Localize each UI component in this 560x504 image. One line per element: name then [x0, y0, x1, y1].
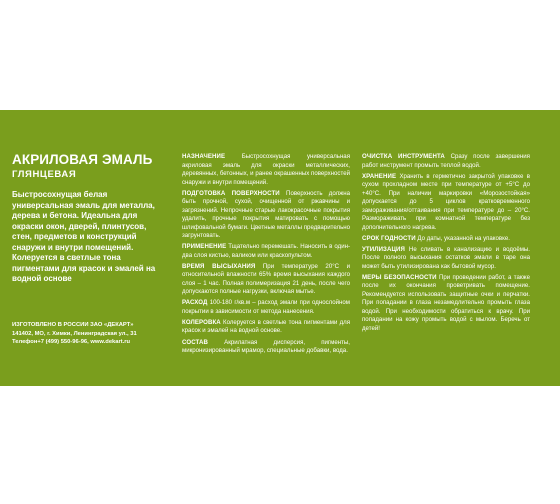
- section-text: Не сливать в канализацию и водоёмы. После полного высыхания остатков эмали в таре она может быть утилизирована как бытовой мусор.: [362, 245, 530, 270]
- section-text: 100-180 г/кв.м – расход эмали при однослойном покрытии в зависимости от метода нанесения.: [182, 299, 350, 315]
- section-heading: СРОК ГОДНОСТИ: [362, 234, 416, 242]
- section-drying-time: [182, 263, 350, 297]
- section-text: При проведении работ, а также после их окончания проветривать помещение. Рекомендуется использовать защитные очки и перчатки. При попадании в глаза незамедлительно промыть глаза водой. При необходимости обратиться к врачу. При попадании на кожу промыть водой с мылом. Беречь от детей!: [362, 273, 530, 332]
- section-tool-cleaning: [362, 153, 530, 170]
- section-application: [182, 243, 350, 260]
- product-description: Быстросохнущая белая универсальная эмаль для металла, дерева и бетона. Идеальна для окраски окон, дверей, плинтусов, стен, предметов и конструкций снаружи и внутри помещений. Колеруется в светлые тона пигментами для красок и эмалей на водной основе: [12, 190, 156, 283]
- section-surface-prep: [182, 190, 350, 241]
- section-heading: УТИЛИЗАЦИЯ: [362, 245, 405, 253]
- section-text: Колеруется в светлые тона пигментами для красок и эмалей на водной основе.: [182, 318, 350, 335]
- section-heading: РАСХОД: [182, 299, 208, 307]
- instructions-column-2: [362, 153, 530, 336]
- section-storage: [362, 173, 530, 233]
- manufacturer-line-3: Телефон+7 (499) 550-96-96, www.dekart.ru: [12, 339, 131, 345]
- section-heading: ПОДГОТОВКА ПОВЕРХНОСТИ: [182, 189, 280, 197]
- section-disposal: [362, 246, 530, 272]
- section-safety: [362, 274, 530, 334]
- section-heading: ХРАНЕНИЕ: [362, 172, 397, 180]
- product-info: [12, 152, 162, 285]
- section-heading: КОЛЕРОВКА: [182, 318, 221, 326]
- section-text: До даты, указанной на упаковке.: [415, 234, 510, 242]
- manufacturer-line-2: 141402, МО, г. Химки, Ленинградская ул., 31: [12, 330, 137, 337]
- section-text: Акрилатная дисперсия, пигменты, микронизированный мрамор, специальные добавки, вода.: [182, 338, 350, 355]
- section-consumption: [182, 299, 350, 316]
- section-text: Хранить в герметично закрытой упаковке в сухом прохладном месте при температуре от +5°С до +40°С. При наличии маркировки «Морозостойкая» допускается до 5 циклов кратковременного замораживания/оттаивания при температуре до – 20°С. Размораживать при комнатной температуре без дополнительного нагрева.: [362, 172, 530, 231]
- product-subtitle: ГЛЯНЦЕВАЯ: [12, 169, 77, 180]
- manufacturer-info: [12, 321, 177, 347]
- section-composition: [182, 339, 350, 356]
- section-heading: ПРИМЕНЕНИЕ: [182, 243, 227, 251]
- section-text: Сразу после завершения работ инструмент промыть теплой водой.: [362, 153, 530, 169]
- section-text: Быстросохнущая универсальная акриловая эмаль для окраски металлических, деревянных, бетонных, и ранее окрашенных поверхностей снаружи и внутри помещений.: [182, 153, 350, 186]
- section-text: Поверхность должна быть прочной, сухой, очищенной от ржавчины и загрязнений. Непрочные старые лакокрасочные покрытия удалить, прочные покрытия матировать с помощью шлифовальной бумаги. Цветные металлы предварительно загрунтовать.: [182, 189, 350, 240]
- section-heading: ВРЕМЯ ВЫСЫХАНИЯ: [182, 262, 256, 270]
- instructions-column-1: [182, 153, 350, 358]
- section-heading: МЕРЫ БЕЗОПАСНОСТИ: [362, 273, 437, 281]
- manufacturer-line-1: ИЗГОТОВЛЕНО В РОССИИ ЗАО «ДЕКАРТ»: [12, 322, 134, 328]
- section-purpose: [182, 153, 350, 187]
- section-heading: НАЗНАЧЕНИЕ: [182, 153, 226, 160]
- section-text: Тщательно перемешать. Наносить в один-два слоя кистью, валиком или краскопультом.: [182, 243, 350, 259]
- section-text: При температуре 20°С и относительной влажности 65% время высыхания каждого слоя – 1 час. Полная полимеризация 21 день, после чего допускаются полные нагрузки, включая мытье.: [182, 262, 350, 296]
- section-tinting: [182, 319, 350, 336]
- section-shelf-life: [362, 235, 530, 244]
- product-title: АКРИЛОВАЯ ЭМАЛЬ: [12, 152, 153, 167]
- product-label: [0, 110, 560, 386]
- section-heading: СОСТАВ: [182, 338, 208, 346]
- section-heading: ОЧИСТКА ИНСТРУМЕНТА: [362, 153, 445, 160]
